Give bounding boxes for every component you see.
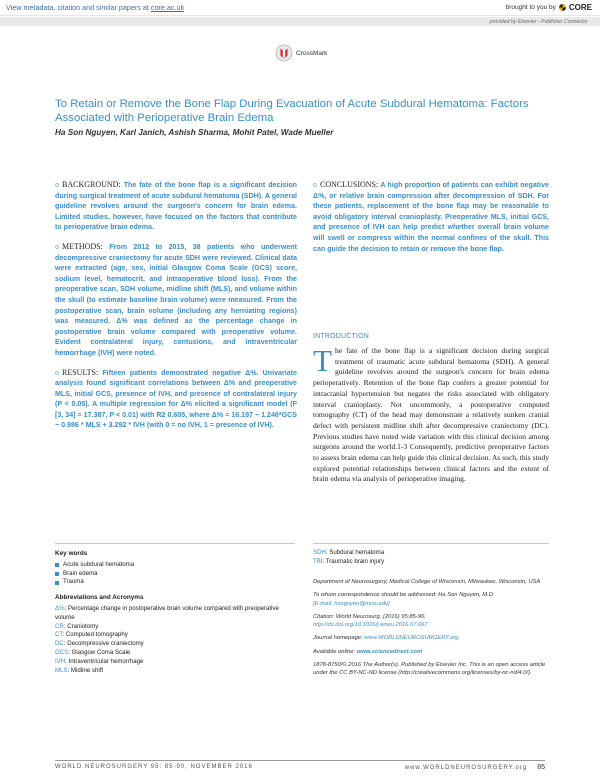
page-number: 85 [537,764,545,771]
abbreviation-item [313,558,549,567]
abbreviation-value: : Percentage change in postoperative brain volume compared with preoperative volume [55,604,279,621]
abbreviation-item [313,549,549,558]
keywords-block [55,550,295,675]
abbreviation-value: : Subdural hematoma [325,549,385,556]
core-domain-link[interactable]: core.ac.uk [150,3,185,12]
abbreviation-value: : Glasgow Coma Scale [68,648,131,656]
page-footer [55,760,545,771]
abstract-background [55,180,297,233]
square-bullet-icon [55,572,59,576]
core-logo[interactable]: CORE [568,3,592,12]
available-online [313,648,553,656]
abbreviation-item [55,631,295,640]
abbreviation-key: Δ% [55,604,65,612]
doi-link[interactable]: http://dx.doi.org/10.1016/j.wneu.2016.07.067 [313,622,428,629]
core-logo-icon [559,4,566,11]
keywords-list [55,561,295,587]
abbreviation-value: : Midline shift [67,666,104,674]
abbreviation-value: : Decompressive craniectomy [63,640,144,648]
introduction-text: he fate of the bone flap is a significant decision during surgical treatment of traumatic acute subdural hematoma (SDH). A general guideline revolves around the surgeon's concern for brain edema perioperatively. Retention of the bone flap confers a greater potential for intracranial hypertension but negates the risks associated with obligatory interval cranioplasty. Not uncommonly, a postoperative computed tomography (CT) of the head may demonstrate a relatively sunken cranial defect with persistent midline shift after decompressive craniectomy (DC). Previous studies have noted wide variation with this clinical decision among surgeons around the world.1-3 Consequently, predictive preoperative factors to assess brain edema can help guide this clinical decision. As such, this study explored potential relationships between clinical factors and the extent of brain edema via analysis of perioperative imaging. [313,346,549,484]
available-prefix: Available online: [313,648,357,655]
square-bullet-icon [55,581,59,585]
citation [313,613,553,630]
section-bullet-icon [55,183,59,187]
abbreviation-value: : Craniotomy [63,622,99,630]
drop-cap: T [313,343,332,378]
article-info [313,578,553,683]
journal-homepage [313,634,553,642]
journal-prefix: Journal homepage: [313,635,365,642]
license: 1878-8750/© 2016 The Author(s). Published by Elsevier Inc. This is an open access article under the CC BY-NC-ND license (http://creativecommons.org/licenses/by-nc-nd/4.0/). [313,662,546,677]
abbreviation-value: : Traumatic brain injury [322,557,385,565]
keyword-item [55,570,295,579]
introduction-heading: INTRODUCTION [313,333,370,340]
methods-heading: METHODS: [62,241,103,251]
section-bullet-icon [55,371,59,375]
abbreviation-key: GCS [55,648,69,656]
abstract-right-column [313,180,549,263]
abbreviation-key: CR [55,622,64,630]
footer-right [405,764,545,771]
footer-journal: WORLD NEUROSURGERY 95: 85-90, NOVEMBER 2016 [55,764,253,770]
keyword-text: Brain edema [63,569,98,577]
results-heading: RESULTS: [62,367,99,377]
keywords-divider [55,543,295,544]
abbreviation-item [55,667,295,676]
introduction-body [313,343,549,485]
abbreviation-key: TBI [313,557,323,565]
abbreviation-value: : Computed tomography [62,631,128,639]
abbreviation-key: MLS [55,666,68,674]
keyword-text: Acute subdural hematoma [63,560,135,568]
department: Department of Neurosurgery, Medical College of Wisconsin, Milwaukee, Wisconsin, USA [313,579,541,585]
background-text: The fate of the bone flap is a significant decision during surgical treatment of acute subdural hematoma (SDH). A general guideline revolves around the surgeon's concern for brain edema. Limited studies, however, have focused on the factors that contribute to perioperative brain edema. [55,181,297,232]
abbreviation-key: CT [55,631,63,639]
keywords-title: Key words [55,550,88,557]
abbreviation-item [55,623,295,632]
square-bullet-icon [55,563,59,567]
affiliation-divider [313,543,549,544]
abstract-results [55,368,297,432]
brought-by [506,3,592,12]
abbreviation-key: IVH [55,657,66,665]
abbreviation-value: : Intraventricular hemorrhage [65,657,144,665]
crossmark-badge[interactable] [275,44,327,62]
keyword-item [55,578,295,587]
keyword-item [55,561,295,570]
metadata-link-text: View metadata, citation and similar papers at [6,3,151,12]
results-text: Fifteen patients demonstrated negative Δ%. Univariate analysis found significant correlations between Δ% and preoperative MLS, initial GCS, presence of IVH, and presence of contralateral injury (P < 0.05). A multiple regression for Δ% elicited a significant model (F [3, 34] = 17.387, P < 0.01) with R2 0.605, where Δ% = 16.197 − 1.246*GCS − 0.986 * MLS + 3.292 * IVH (with 0 = no IVH, 1 = presence of IVH). [55,368,297,430]
abbreviation-item [55,658,295,667]
abbreviation-item [55,649,295,658]
conclusions-heading: CONCLUSIONS: [320,180,379,189]
abbreviations-list [55,605,295,675]
abbreviation-key: SDH [313,549,326,556]
methods-text: From 2012 to 2015, 38 patients who underwent decompressive craniectomy for acute SDH were reviewed. Clinical data were extracted (age, sex, initial Glasgow Coma Scale (GCS) score, sodium level, hematocrit, and intraoperative blood loss). From the preoperative scan, SDH volume, midline shift (MLS), and volume within the skull (to estimate baseline brain volume) were measured. From the postoperative scan, brain volume (including any herniating regions) was measured. Δ% was defined as the percentage change in postoperative brain volume compared with preoperative volume. Evident contralateral injury, contusions, and intraventricular hemorrhage (IVH) were noted. [55,242,297,357]
abbreviations-title: Abbreviations and Acronyms [55,594,144,602]
journal-link[interactable]: www.WORLDNEUROSURGERY.org [364,635,459,642]
abstract-methods [55,242,297,359]
email-link[interactable]: [E-mail: hsnguyen@mcw.edu] [313,600,390,607]
crossmark-label: CrossMark [296,49,328,57]
article-title: To Retain or Remove the Bone Flap During Evacuation of Acute Subdural Hematoma: Factors Associated with Perioperative Brain Edema [55,98,529,124]
core-banner [0,0,600,16]
section-bullet-icon [55,245,59,249]
abbreviation-item [55,640,295,649]
citation-text: Citation: World Neurosurg. (2016) 95:85-90. [313,613,426,620]
article-authors: Ha Son Nguyen, Karl Janich, Ashish Sharma, Mohit Patel, Wade Mueller [55,128,334,137]
correspondence [313,591,553,608]
sciencedirect-link[interactable]: www.sciencedirect.com [356,648,423,655]
keyword-text: Trauma [63,578,84,586]
background-heading: BACKGROUND: [62,180,121,189]
conclusions-text: A high proportion of patients can exhibit negative Δ%, or relative brain compression after decompression of SDH. For these patients, replacement of the bone flap may be reasonable to avoid obligatory interval cranioplasty. Preoperative MLS, initial GCS, and presence of IVH can help predict whether overall brain volume will swell or compress within the normal confines of the skull. This can guide the decision to retain or remove the bone flap. [313,181,549,253]
crossmark-icon [275,44,293,62]
metadata-link[interactable] [6,3,184,12]
correspondence-text: To whom correspondence should be addressed: Ha Son Nguyen, M.D. [313,592,495,599]
provider-text: provided by Elsevier - Publisher Connector [489,18,588,25]
abbreviation-key: DC [55,640,64,648]
provider-strip [0,17,600,26]
brought-by-text: brought to you by [505,4,556,11]
footer-website-link[interactable]: www.WORLDNEUROSURGERY.org [404,765,528,771]
abbreviation-item [55,605,295,623]
abstract-left-column [55,180,297,440]
abbreviations-list-right [313,549,549,567]
section-bullet-icon [313,183,317,187]
abstract-conclusions [313,180,549,254]
